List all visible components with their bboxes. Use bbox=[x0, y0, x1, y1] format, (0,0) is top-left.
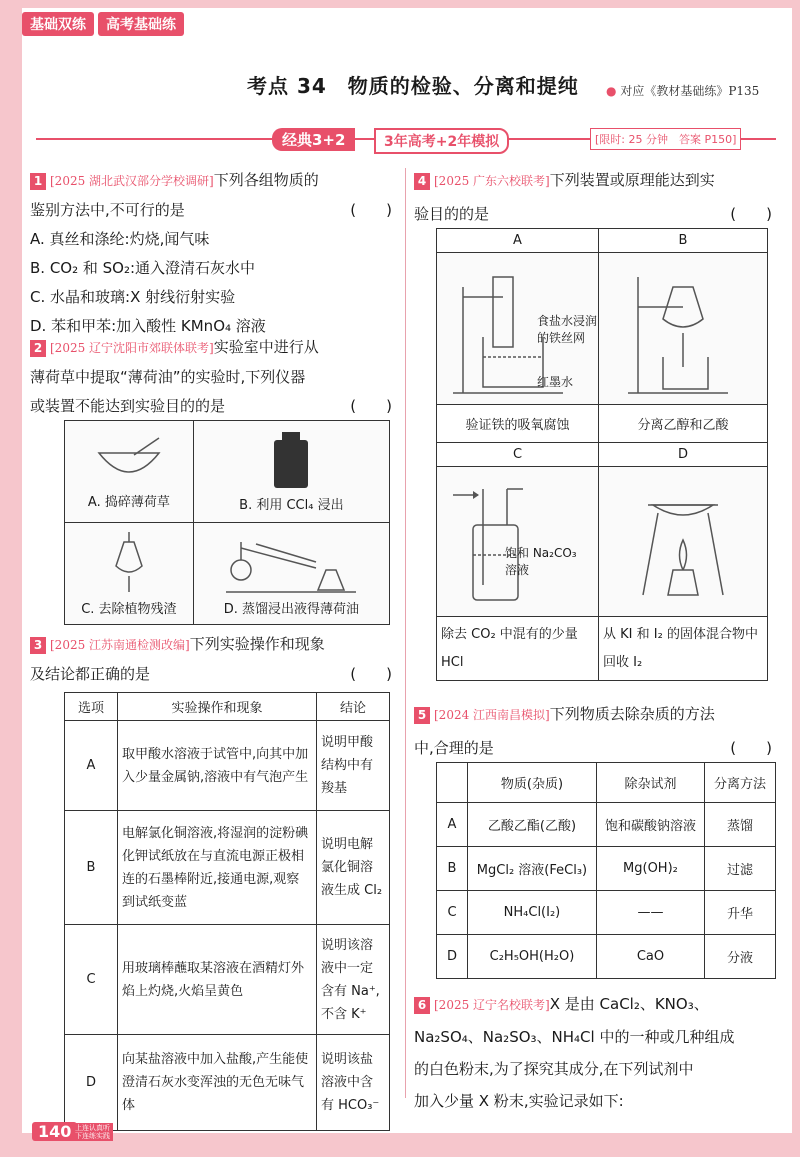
q3-row-option: C bbox=[65, 925, 118, 1035]
question-source: [2025 辽宁沈阳市郊联体联考] bbox=[50, 341, 214, 355]
q3-row-conclusion: 说明电解氯化铜溶液生成 Cl₂ bbox=[317, 811, 390, 925]
q2-cell-d[interactable] bbox=[193, 523, 389, 625]
question-number: 5 bbox=[414, 707, 430, 724]
q3-header-operation: 实验操作和现象 bbox=[118, 693, 317, 721]
q5-row-option: C bbox=[437, 891, 468, 935]
answer-paren[interactable]: ( ) bbox=[730, 739, 772, 757]
q4-image-d[interactable] bbox=[599, 467, 768, 617]
q4-label-b: B bbox=[599, 229, 768, 253]
q5-header-reagent: 除杂试剂 bbox=[596, 763, 704, 803]
question-4 bbox=[414, 166, 772, 229]
q4-apparatus-table bbox=[436, 228, 768, 681]
q4-caption-a: 验证铁的吸氧腐蚀 bbox=[437, 405, 599, 443]
q5-header-method: 分离方法 bbox=[705, 763, 776, 803]
page-title: 考点 34 物质的检验、分离和提纯 bbox=[247, 74, 579, 98]
q5-header-substance: 物质(杂质) bbox=[468, 763, 597, 803]
top-tags bbox=[22, 12, 184, 36]
separatory-funnel-setup-icon bbox=[608, 257, 758, 397]
section-banner bbox=[22, 128, 792, 150]
table-row[interactable] bbox=[65, 1035, 390, 1131]
question-stem: 下列物质去除杂质的方法 bbox=[549, 705, 715, 723]
q4-image-a[interactable] bbox=[437, 253, 599, 405]
tag-gaokao-basic[interactable]: 高考基础练 bbox=[98, 12, 184, 36]
option-b[interactable]: B. CO₂ 和 SO₂:通入澄清石灰水中 bbox=[30, 259, 256, 277]
q3-row-operation: 向某盐溶液中加入盐酸,产生能使澄清石灰水变浑浊的无色无味气体 bbox=[118, 1035, 317, 1131]
question-stem: X 是由 CaCl₂、KNO₃、 bbox=[549, 995, 709, 1013]
banner-sub: 3年高考+2年模拟 bbox=[374, 128, 509, 154]
answer-paren[interactable]: ( ) bbox=[730, 205, 772, 223]
question-stem: 下列实验操作和现象 bbox=[189, 635, 325, 653]
footer-slogan bbox=[72, 1123, 113, 1141]
question-stem: 下列各组物质的 bbox=[213, 171, 319, 189]
question-stem: 薄荷草中提取“薄荷油”的实验时,下列仪器 bbox=[30, 368, 306, 386]
q4-note-ink: 红墨水 bbox=[537, 375, 574, 389]
q2-caption-a: A. 捣碎薄荷草 bbox=[87, 495, 170, 510]
q3-row-conclusion: 说明该溶液中一定含有 Na⁺,不含 K⁺ bbox=[317, 925, 390, 1035]
reagent-bottle-icon bbox=[246, 430, 336, 490]
q4-caption-c: 除去 CO₂ 中混有的少量 HCl bbox=[437, 617, 599, 681]
question-5 bbox=[414, 700, 772, 763]
question-number: 3 bbox=[30, 637, 46, 654]
q5-row-option: D bbox=[437, 935, 468, 979]
separatory-funnel-icon bbox=[84, 530, 174, 594]
question-source: [2024 江西南昌模拟] bbox=[434, 708, 550, 722]
question-stem: 中,合理的是 bbox=[414, 739, 494, 757]
q4-label-a: A bbox=[437, 229, 599, 253]
bullet-icon: ● bbox=[606, 84, 617, 98]
q2-cell-c[interactable] bbox=[65, 523, 194, 625]
q3-row-option: B bbox=[65, 811, 118, 925]
q5-row-option: B bbox=[437, 847, 468, 891]
title-reference-text: 对应《教材基础练》P135 bbox=[620, 84, 760, 98]
footer-slogan-line: 上连认真听 bbox=[75, 1124, 110, 1132]
q4-caption-d: 从 KI 和 I₂ 的固体混合物中回收 I₂ bbox=[599, 617, 768, 681]
q5-row-substance: NH₄Cl(I₂) bbox=[468, 891, 597, 935]
banner-time: [限时: 25 分钟 答案 P150] bbox=[590, 128, 741, 150]
q2-caption-c: C. 去除植物残渣 bbox=[81, 602, 177, 617]
evaporating-dish-burner-icon bbox=[608, 475, 758, 605]
question-source: [2025 广东六校联考] bbox=[434, 174, 550, 188]
question-stem: 的白色粉末,为了探究其成分,在下列试剂中 bbox=[414, 1060, 694, 1078]
q3-row-option: D bbox=[65, 1035, 118, 1131]
question-stem: Na₂SO₄、Na₂SO₃、NH₄Cl 中的一种或几种组成 bbox=[414, 1028, 735, 1046]
q3-header-option: 选项 bbox=[65, 693, 118, 721]
question-number: 1 bbox=[30, 173, 46, 190]
question-number: 2 bbox=[30, 340, 46, 357]
q3-header-conclusion: 结论 bbox=[317, 693, 390, 721]
q2-apparatus-table bbox=[64, 420, 390, 625]
q5-row-reagent: —— bbox=[596, 891, 704, 935]
q4-image-c[interactable] bbox=[437, 467, 599, 617]
answer-paren[interactable]: ( ) bbox=[350, 201, 392, 219]
question-source: [2025 辽宁名校联考] bbox=[434, 998, 550, 1012]
question-source: [2025 湖北武汉部分学校调研] bbox=[50, 174, 214, 188]
q3-row-operation: 取甲酸水溶液于试管中,向其中加入少量金属钠,溶液中有气泡产生 bbox=[118, 721, 317, 811]
q5-row-method: 蒸馏 bbox=[705, 803, 776, 847]
question-6 bbox=[414, 988, 780, 1117]
q5-row-reagent: Mg(OH)₂ bbox=[596, 847, 704, 891]
tag-basic-double[interactable]: 基础双练 bbox=[22, 12, 94, 36]
question-2 bbox=[30, 333, 392, 421]
question-1 bbox=[30, 166, 392, 341]
q4-label-d: D bbox=[599, 443, 768, 467]
question-stem: 实验室中进行从 bbox=[213, 338, 319, 356]
question-3 bbox=[30, 630, 392, 689]
page bbox=[22, 8, 792, 1133]
banner-label: 经典3+2 bbox=[272, 128, 355, 151]
q3-row-operation: 电解氯化铜溶液,将湿润的淀粉碘化钾试纸放在与直流电源正极相连的石墨棒附近,接通电源,观察到试纸变蓝 bbox=[118, 811, 317, 925]
q4-note-mesh: 食盐水浸润的铁丝网 bbox=[537, 314, 598, 345]
question-number: 6 bbox=[414, 997, 430, 1014]
q3-row-operation: 用玻璃棒蘸取某溶液在酒精灯外焰上灼烧,火焰呈黄色 bbox=[118, 925, 317, 1035]
q5-row-method: 过滤 bbox=[705, 847, 776, 891]
q5-row-option: A bbox=[437, 803, 468, 847]
q5-row-substance: 乙酸乙酯(乙酸) bbox=[468, 803, 597, 847]
table-row[interactable] bbox=[437, 847, 776, 891]
table-row[interactable] bbox=[65, 811, 390, 925]
q5-row-substance: C₂H₅OH(H₂O) bbox=[468, 935, 597, 979]
table-row[interactable] bbox=[437, 935, 776, 979]
q5-row-reagent: CaO bbox=[596, 935, 704, 979]
footer-slogan-line: 下连练实践 bbox=[75, 1132, 110, 1140]
q5-header-option bbox=[437, 763, 468, 803]
option-c[interactable]: C. 水晶和玻璃:X 射线衍射实验 bbox=[30, 288, 236, 306]
option-d[interactable]: D. 苯和甲苯:加入酸性 KMnO₄ 溶液 bbox=[30, 317, 266, 335]
question-stem: 或装置不能达到实验目的的是 bbox=[30, 397, 226, 415]
q5-row-method: 分液 bbox=[705, 935, 776, 979]
question-stem: 鉴别方法中,不可行的是 bbox=[30, 201, 185, 219]
table-row[interactable] bbox=[65, 721, 390, 811]
q4-image-b[interactable] bbox=[599, 253, 768, 405]
q4-note-sodium-carbonate: 饱和 Na₂CO₃溶液 bbox=[505, 546, 577, 577]
question-stem: 及结论都正确的是 bbox=[30, 665, 151, 683]
q5-row-substance: MgCl₂ 溶液(FeCl₃) bbox=[468, 847, 597, 891]
gas-washing-bottle-icon bbox=[443, 475, 593, 605]
q3-row-conclusion: 说明该盐溶液中含有 HCO₃⁻ bbox=[317, 1035, 390, 1131]
title-reference bbox=[606, 82, 759, 99]
question-stem: 下列装置或原理能达到实 bbox=[549, 171, 715, 189]
column-divider bbox=[405, 168, 406, 1098]
distillation-apparatus-icon bbox=[216, 530, 366, 594]
page-number: 140 bbox=[32, 1122, 77, 1141]
q3-table bbox=[64, 692, 390, 1131]
q4-caption-b: 分离乙醇和乙酸 bbox=[599, 405, 768, 443]
question-stem: 验目的的是 bbox=[414, 205, 490, 223]
q5-table bbox=[436, 762, 776, 979]
mortar-icon bbox=[84, 433, 174, 487]
question-source: [2025 江苏南通检测改编] bbox=[50, 638, 190, 652]
question-stem: 加入少量 X 粉末,实验记录如下: bbox=[414, 1092, 624, 1110]
q2-caption-d: D. 蒸馏浸出液得薄荷油 bbox=[223, 602, 360, 617]
answer-paren[interactable]: ( ) bbox=[350, 665, 392, 683]
q3-row-option: A bbox=[65, 721, 118, 811]
option-a[interactable]: A. 真丝和涤纶:灼烧,闻气味 bbox=[30, 230, 210, 248]
q2-caption-b: B. 利用 CCl₄ 浸出 bbox=[239, 498, 344, 513]
q5-row-reagent: 饱和碳酸钠溶液 bbox=[596, 803, 704, 847]
answer-paren[interactable]: ( ) bbox=[350, 397, 392, 415]
table-row[interactable] bbox=[437, 891, 776, 935]
q4-label-c: C bbox=[437, 443, 599, 467]
q2-cell-a[interactable] bbox=[65, 421, 194, 523]
q2-cell-b[interactable] bbox=[193, 421, 389, 523]
q5-row-method: 升华 bbox=[705, 891, 776, 935]
table-row[interactable] bbox=[437, 803, 776, 847]
table-row[interactable] bbox=[65, 925, 390, 1035]
question-number: 4 bbox=[414, 173, 430, 190]
q3-row-conclusion: 说明甲酸结构中有羧基 bbox=[317, 721, 390, 811]
